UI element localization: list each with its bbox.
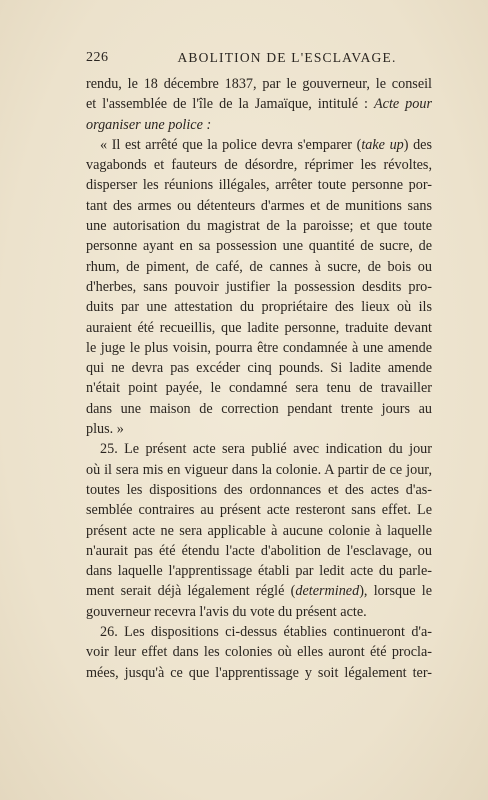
paragraph-intro (86, 74, 432, 135)
text-line: vagabonds et fauteurs de désordre, réprimer les révoltes, (86, 157, 432, 174)
text-line: n'était point payée, le condamné sera tenu de travailler (86, 380, 432, 397)
text-line: n'aurait pas été étendu l'acte d'abolition de l'esclavage, ou (86, 542, 432, 559)
paragraph-article-25 (86, 439, 432, 622)
text-line: auraient été recueillis, que ladite personne, traduite devant (86, 319, 432, 336)
text-line: qui ne devra pas excéder cinq pounds. Si ladite amende (86, 360, 432, 377)
text-line: 25. Le présent acte sera publié avec indication du jour (100, 441, 432, 458)
text-line: le juge le plus voisin, pourra être condamnée à une amende (86, 339, 432, 356)
english-term: take up (361, 136, 404, 153)
text-line (86, 115, 432, 135)
text-line: semblée contraires au présent acte resteront sans effet. Le (86, 502, 432, 519)
text-line: « Il est arrêté que la police devra s'emparer (take up) des (100, 136, 432, 153)
english-term: determined (295, 583, 360, 600)
text-line: toutes les dispositions des ordonnances et des actes d'as- (86, 481, 432, 498)
text-line: dans une maison de correction pendant trente jours au (86, 400, 432, 417)
text-line: dans laquelle l'apprentissage établi par ledit acte du parle- (86, 563, 432, 580)
paragraph-article-26 (86, 622, 432, 683)
text-line: ment serait déjà légalement réglé (determined), lorsque le (86, 583, 432, 600)
text-line: personne ayant en sa possession une quantité de sucre, de (86, 238, 432, 255)
page-number: 226 (86, 50, 109, 65)
text-line: plus. » (86, 421, 124, 438)
text-line (86, 94, 432, 114)
page-header (86, 50, 432, 68)
text-line: rendu, le 18 décembre 1837, par le gouverneur, le conseil (86, 76, 432, 92)
running-head: ABOLITION DE L'ESCLAVAGE. (177, 50, 397, 65)
paragraph-quote (86, 135, 432, 439)
text-line: duits par une attestation du propriétaire des lieux où ils (86, 299, 432, 316)
text-line: voir leur effet dans les colonies où elles auront été procla- (86, 644, 432, 661)
text-line: gouverneur recevra l'avis du vote du présent acte. (86, 603, 367, 620)
text-line: où il sera mis en vigueur dans la colonie. A partir de ce jour, (86, 461, 432, 478)
act-title-start: Acte pour (373, 96, 432, 113)
text-line: présent acte ne sera applicable à aucune colonie à laquelle (86, 522, 432, 539)
text-line: rhum, de piment, de café, de cannes à sucre, de bois ou (86, 258, 432, 275)
text-line: 26. Les dispositions ci-dessus établies continueront d'a- (100, 624, 432, 641)
text-line: mées, jusqu'à ce que l'apprentissage y soit légalement ter- (86, 664, 432, 681)
body-text (86, 74, 432, 683)
text-line: une autorisation du magistrat de la paroisse; et que toute (86, 218, 432, 235)
act-title-end: organiser une police : (86, 116, 212, 133)
text-line-plain: et l'assemblée de l'île de la Jamaïque, intitulé : (86, 96, 374, 113)
text-line: tant des armes ou détenteurs d'armes et de munitions sans (86, 197, 432, 214)
text-line: disperser les réunions illégales, arrêter toute personne por- (86, 177, 432, 194)
text-line: d'herbes, sans pouvoir justifier la possession desdits pro- (86, 278, 432, 295)
